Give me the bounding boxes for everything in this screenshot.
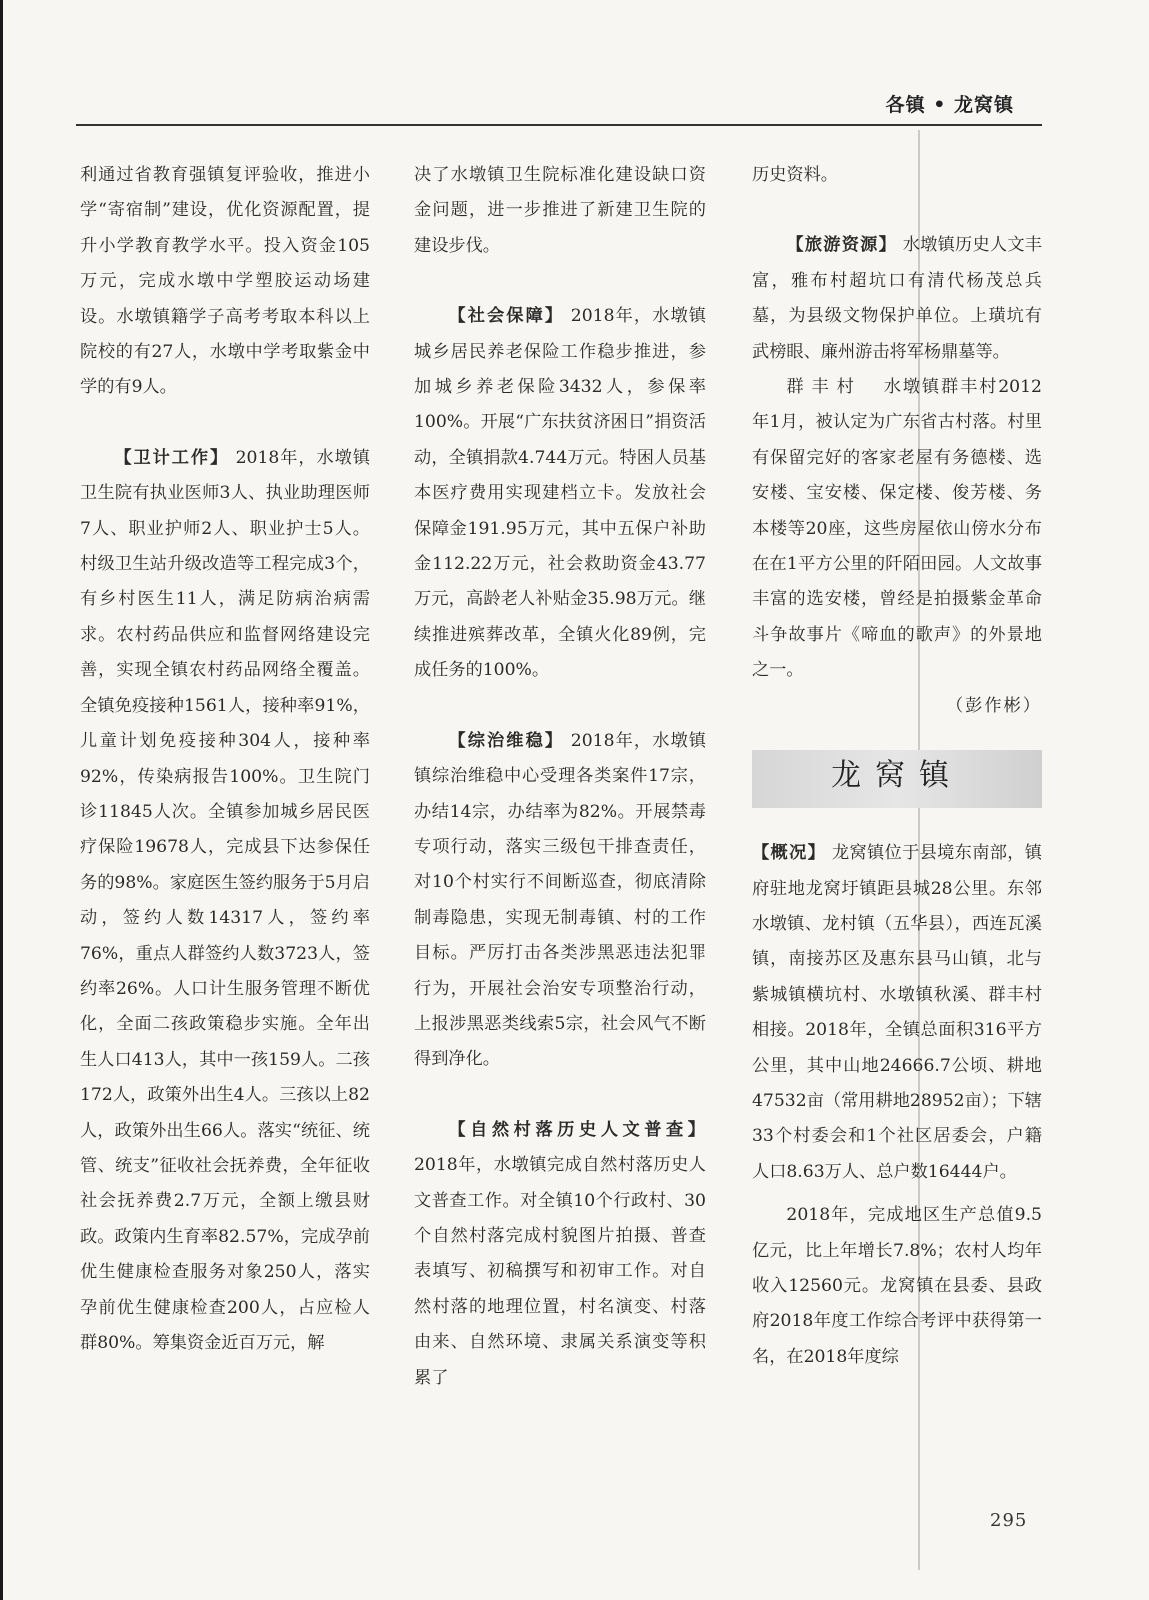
section-body-social-security: 2018年，水墩镇城乡居民养老保险工作稳步推进，参加城乡养老保险3432人，参保率100%。开展“广东扶贫济困日”捐资活动，全镇捐款4.744万元。特困人员基本医疗费用实现建档立卡。发放社会保障金191.95万元，其中五保户补助金112.22万元，社会救助资金43.77万元，高龄老人补贴金35.98万元。继续推进殡葬改革，全镇火化89例，完成任务的100%。 [414,306,706,681]
section-heading-social-security: 【社会保障】 [448,306,565,327]
paragraph-overview [752,836,1042,1190]
village-name: 群丰村 [786,377,862,398]
running-header-title: 各镇 • 龙窝镇 [885,94,1014,116]
section-body-village-survey: 2018年，水墩镇完成自然村落历史人文普查工作。对全镇10个行政村、30个自然村落完成村貌图片拍摄、普查表填写、初稿撰写和初审工作。对自然村落的地理位置，村名演变、村落由来、自然环境、隶属关系演变等积累了 [414,1155,706,1388]
town-section-title: 龙窝镇 [831,758,963,794]
section-body-tourism: 水墩镇历史人文丰富，雅布村超坑口有清代杨茂总兵墓，为县级文物保护单位。上璜坑有武榜眼、廉州游击将军杨鼎墓等。 [752,235,1042,362]
section-heading-tourism: 【旅游资源】 [786,235,898,256]
text-column-3 [752,158,1042,1375]
paragraph-survey-cont: 历史资料。 [752,165,838,185]
paragraph-tourism [752,228,1042,370]
paragraph-public-security [414,724,706,1078]
paragraph-village-survey [414,1113,706,1396]
text-column-2 [414,158,706,1396]
paragraph-qunfeng-village [752,370,1042,689]
paragraph-health-cont: 决了水墩镇卫生院标准化建设缺口资金问题，进一步推进了新建卫生院的建设步伐。 [414,165,706,256]
running-header [76,88,1042,126]
text-column-1 [80,158,370,1361]
paragraph-economy: 2018年，完成地区生产总值9.5亿元，比上年增长7.8%；农村人均年收入12560元。龙窝镇在县委、县政府2018年度工作综合考评中获得第一名，在2018年度综 [752,1205,1042,1367]
section-body-public-security: 2018年，水墩镇镇综治维稳中心受理各类案件17宗，办结14宗，办结率为82%。开展禁毒专项行动，落实三级包干排查责任，对10个村实行不间断巡查，彻底清除制毒隐患，实现无制毒镇、村的工作目标。严厉打击各类涉黑恶违法犯罪行为，开展社会治安专项整治行动，上报涉黑恶类线索5宗，社会风气不断得到净化。 [414,730,706,1070]
section-body-overview: 龙窝镇位于县境东南部，镇府驻地龙窝圩镇距县城28公里。东邻水墩镇、龙村镇（五华县），西连瓦溪镇，南接苏区及惠东县马山镇，北与紫城镇横坑村、水墩镇秋溪、群丰村相接。2018年，全镇总面积316平方公里，其中山地24666.7公顷、耕地47532亩（常用耕地28952亩）；下辖33个村委会和1个社区居委会，户籍人口8.63万人、总户数16444户。 [752,843,1042,1182]
paragraph-education-cont: 利通过省教育强镇复评验收，推进小学“寄宿制”建设，优化资源配置，提升小学教育教学水平。投入资金105万元，完成水墩中学塑胶运动场建设。水墩镇籍学子高考考取本科以上院校的有27人，水墩中学考取紫金中学的有9人。 [80,165,370,398]
section-heading-village-survey: 【自然村落历史人文普查】 [448,1119,706,1140]
town-section-banner [752,750,1042,808]
scan-edge [0,0,3,1600]
author-credit: （彭作彬） [946,695,1042,716]
paragraph-health [80,441,370,1362]
page-number: 295 [990,1510,1028,1531]
section-heading-health: 【卫计工作】 [114,447,230,468]
village-description: 水墩镇群丰村2012年1月，被认定为广东省古村落。村里有保留完好的客家老屋有务德楼、选安楼、宝安楼、保定楼、俊芳楼、务本楼等20座，这些房屋依山傍水分布在在1平方公里的阡陌田园。人文故事丰富的选安楼，曾经是拍摄紫金革命斗争故事片《啼血的歌声》的外景地之一。 [752,377,1042,681]
section-body-health: 2018年，水墩镇卫生院有执业医师3人、执业助理医师7人、职业护师2人、职业护士5人。村级卫生站升级改造等工程完成3个，有乡村医生11人，满足防病治病需求。农村药品供应和监督网络建设完善，实现全镇农村药品网络全覆盖。全镇免疫接种1561人，接种率91%，儿童计划免疫接种304人，接种率92%，传染病报告100%。卫生院门诊11845人次。全镇参加城乡居民医疗保险19678人，完成县下达参保任务的98%。家庭医生签约服务于5月启动，签约人数14317人，签约率76%，重点人群签约人数3723人，签约率26%。人口计生服务管理不断优化，全面二孩政策稳步实施。全年出生人口413人，其中一孩159人。二孩172人，政策外出生4人。三孩以上82人，政策外出生66人。落实“统征、统管、统支”征收社会抚养费，全年征收社会抚养费2.7万元，全额上缴县财政。政策内生育率82.57%，完成孕前优生健康检查服务对象250人，落实孕前优生健康检查200人，占应检人群80%。筹集资金近百万元，解 [80,447,370,1353]
paragraph-social-security [414,299,706,688]
section-heading-overview: 【概况】 [752,843,827,864]
section-heading-public-security: 【综治维稳】 [448,730,565,751]
